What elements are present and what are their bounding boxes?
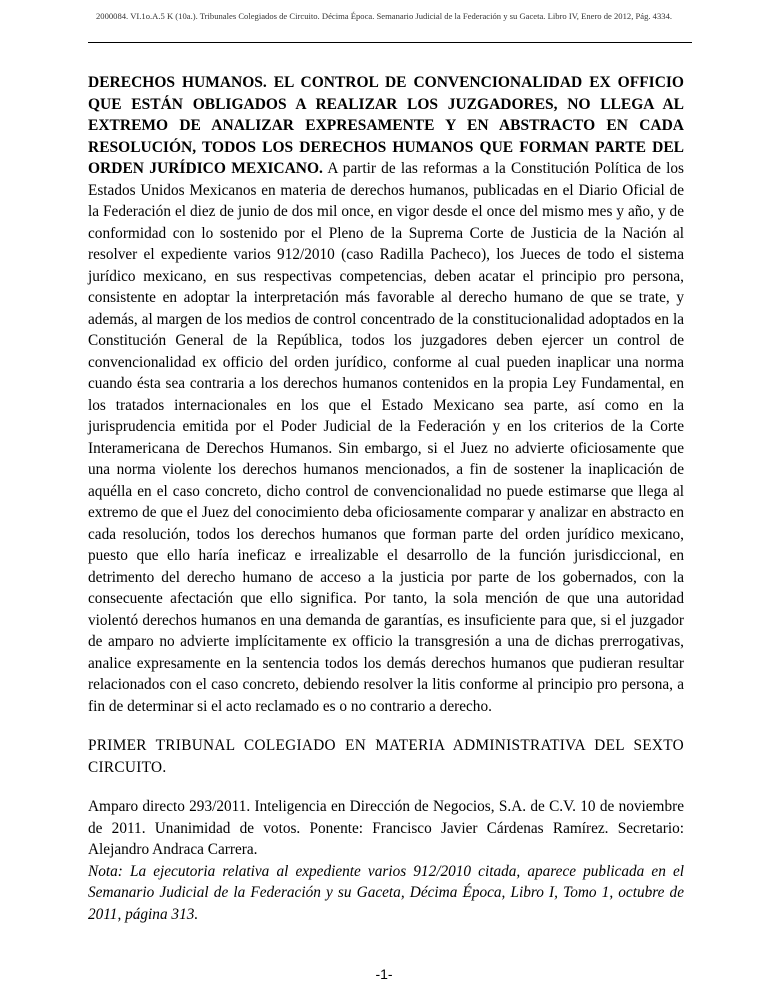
tribunal-name: PRIMER TRIBUNAL COLEGIADO EN MATERIA ADMINISTRATIVA DEL SEXTO CIRCUITO. — [88, 737, 684, 776]
page-number: -1- — [375, 966, 393, 982]
header-divider — [88, 42, 692, 43]
thesis-title: DERECHOS HUMANOS. EL CONTROL DE CONVENCIONALIDAD EX OFFICIO QUE ESTÁN OBLIGADOS A REALIZAR LOS JUZGADORES, NO LLEGA AL EXTREMO DE ANALIZAR EXPRESAMENTE Y EN ABSTRACTO EN CADA RESOLUCIÓN, TODOS LOS DERECHOS HUMANOS QUE FORMAN PARTE DEL ORDEN JURÍDICO MEXICANO. — [88, 74, 684, 177]
precedent-details: Amparo directo 293/2011. Inteligencia en Dirección de Negocios, S.A. de C.V. 10 de noviembre de 2011. Unanimidad de votos. Ponente: Francisco Javier Cárdenas Ramírez. Secretario: Alejandro Andraca Carrera. — [88, 798, 684, 858]
document-header-citation: 2000084. VI.1o.A.5 K (10a.). Tribunales Colegiados de Circuito. Décima Época. Semanario Judicial de la Federación y su Gaceta. Libro IV, Enero de 2012, Pág. 4334. — [95, 11, 673, 21]
document-body — [88, 72, 684, 925]
thesis-body: A partir de las reformas a la Constitución Política de los Estados Unidos Mexicanos en materia de derechos humanos, publicadas en el Diario Oficial de la Federación el diez de junio de dos mil once, en vigor desde el once del mismo mes y año, y de conformidad con lo sostenido por el Pleno de la Suprema Corte de Justicia de la Nación al resolver el expediente varios 912/2010 (caso Radilla Pacheco), los Jueces de todo el sistema jurídico mexicano, en sus respectivas competencias, deben acatar el principio pro persona, consistente en adoptar la interpretación más favorable al derecho humano de que se trate, y además, al margen de los medios de control concentrado de la constitucionalidad adoptados en la Constitución General de la República, todos los juzgadores deben ejercer un control de convencionalidad ex officio del orden jurídico, conforme al cual pueden inaplicar una norma cuando ésta sea contraria a los derechos humanos contenidos en la propia Ley Fundamental, en los tratados internacionales en los que el Estado Mexicano sea parte, así como en la jurisprudencia emitida por el Poder Judicial de la Federación y en los criterios de la Corte Interamericana de Derechos Humanos. Sin embargo, si el Juez no advierte oficiosamente que una norma violente los derechos humanos mencionados, a fin de sostener la inaplicación de aquélla en el caso concreto, dicho control de convencionalidad no puede estimarse que llega al extremo de que el Juez del conocimiento deba oficiosamente comparar y analizar en abstracto en cada resolución, todos los derechos humanos que forman parte del orden jurídico mexicano, puesto que ello haría ineficaz e irrealizable el desarrollo de la función jurisdiccional, en detrimento del derecho humano de acceso a la justicia por parte de los gobernados, con la consecuente afectación que ello significa. Por tanto, la sola mención de que una autoridad violentó derechos humanos en una demanda de garantías, es insuficiente para que, si el juzgador de amparo no advierte implícitamente ex officio la transgresión a una de dichas prerrogativas, analice expresamente en la sentencia todos los demás derechos humanos que pudieran resultar relacionados con el caso concreto, debiendo resolver la litis conforme al principio pro persona, a fin de determinar si el acto reclamado es o no contrario a derecho. — [88, 160, 685, 715]
publication-note: Nota: La ejecutoria relativa al expediente varios 912/2010 citada, aparece publicada en el Semanario Judicial de la Federación y su Gaceta, Décima Época, Libro I, Tomo 1, octubre de 2011, página 313. — [88, 862, 684, 923]
thesis-paragraph — [88, 72, 684, 717]
